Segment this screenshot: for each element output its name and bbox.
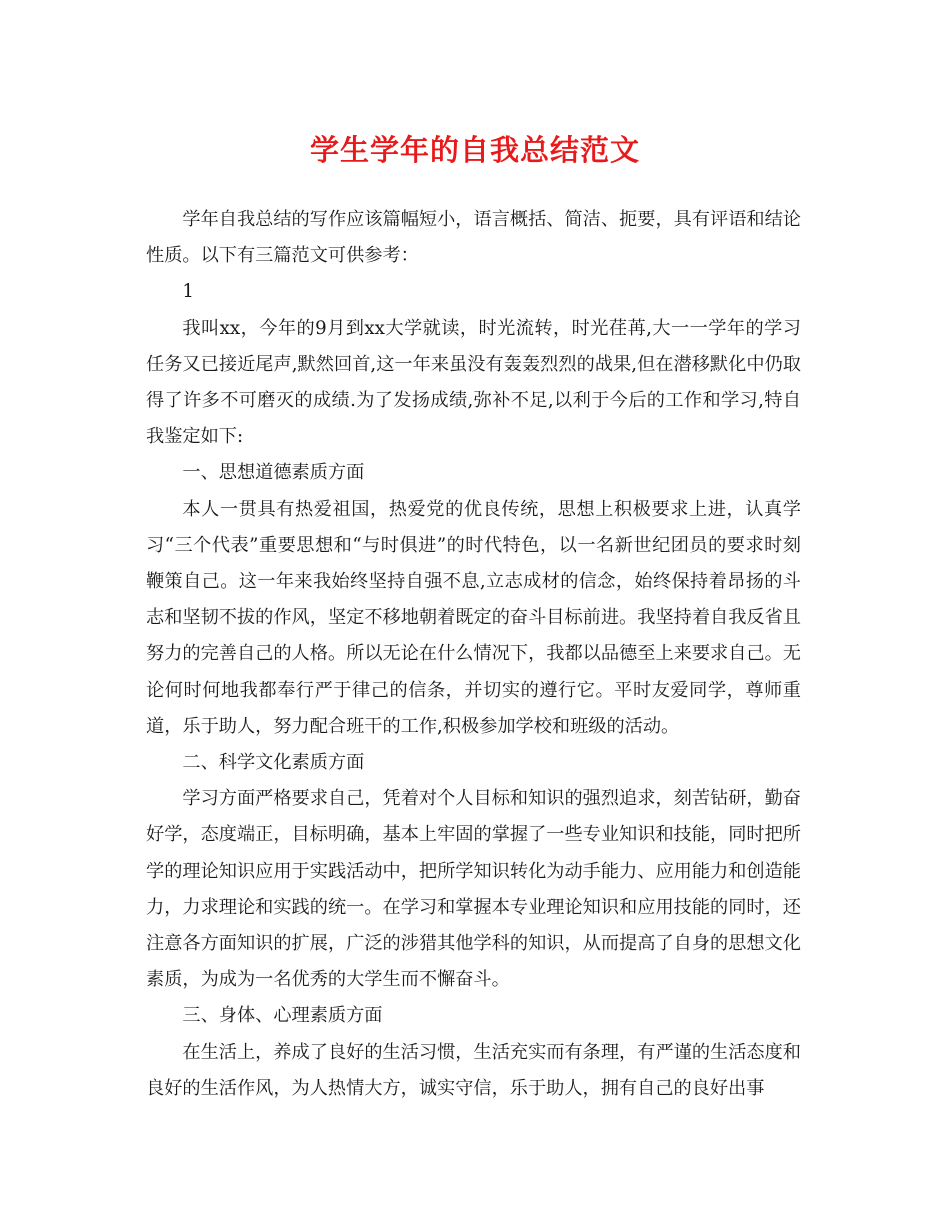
body-paragraph: 我叫xx，今年的9月到xx大学就读，时光流转，时光荏苒,大一一学年的学习任务又已接近尾声,默然回首,这一年来虽没有轰轰烈烈的战果,但在潜移默化中仍取得了许多不可磨灭的成绩.为了发扬成绩,弥补不足,以利于今后的工作和学习,特自我鉴定如下: (146, 317, 801, 448)
intro-paragraph: 学年自我总结的写作应该篇幅短小，语言概括、简洁、扼要，具有评语和结论性质。以下有三篇范文可供参考： (146, 209, 801, 267)
section-heading: 一、思想道德素质方面 (182, 462, 365, 484)
document-body (146, 202, 801, 1107)
document-title: 学生学年的自我总结范文 (309, 133, 640, 167)
section-number: 1 (182, 281, 194, 303)
section-heading: 三、身体、心理素质方面 (182, 1005, 383, 1027)
body-paragraph: 本人一贯具有热爱祖国，热爱党的优良传统，思想上积极要求上进，认真学习“三个代表”重要思想和“与时俱进”的时代特色，以一名新世纪团员的要求时刻鞭策自己。这一年来我始终坚持自强不息,立志成材的信念，始终保持着昂扬的斗志和坚韧不拔的作风，坚定不移地朝着既定的奋斗目标前进。我坚持着自我反省且努力的完善自己的人格。所以无论在什么情况下，我都以品德至上来要求自己。无论何时何地我都奉行严于律己的信条，并切实的遵行它。平时友爱同学，尊师重道，乐于助人，努力配合班干的工作,积极参加学校和班级的活动。 (146, 498, 801, 737)
body-paragraph: 在生活上，养成了良好的生活习惯，生活充实而有条理，有严谨的生活态度和良好的生活作风，为人热情大方，诚实守信，乐于助人，拥有自己的良好出事 (146, 1041, 801, 1099)
section-heading: 二、科学文化素质方面 (182, 752, 365, 774)
body-paragraph: 学习方面严格要求自己，凭着对个人目标和知识的强烈追求，刻苦钻研，勤奋好学，态度端正，目标明确，基本上牢固的掌握了一些专业知识和技能，同时把所学的理论知识应用于实践活动中，把所学知识转化为动手能力、应用能力和创造能力，力求理论和实践的统一。在学习和掌握本专业理论知识和应用技能的同时，还注意各方面知识的扩展，广泛的涉猎其他学科的知识，从而提高了自身的思想文化素质，为成为一名优秀的大学生而不懈奋斗。 (146, 788, 801, 991)
